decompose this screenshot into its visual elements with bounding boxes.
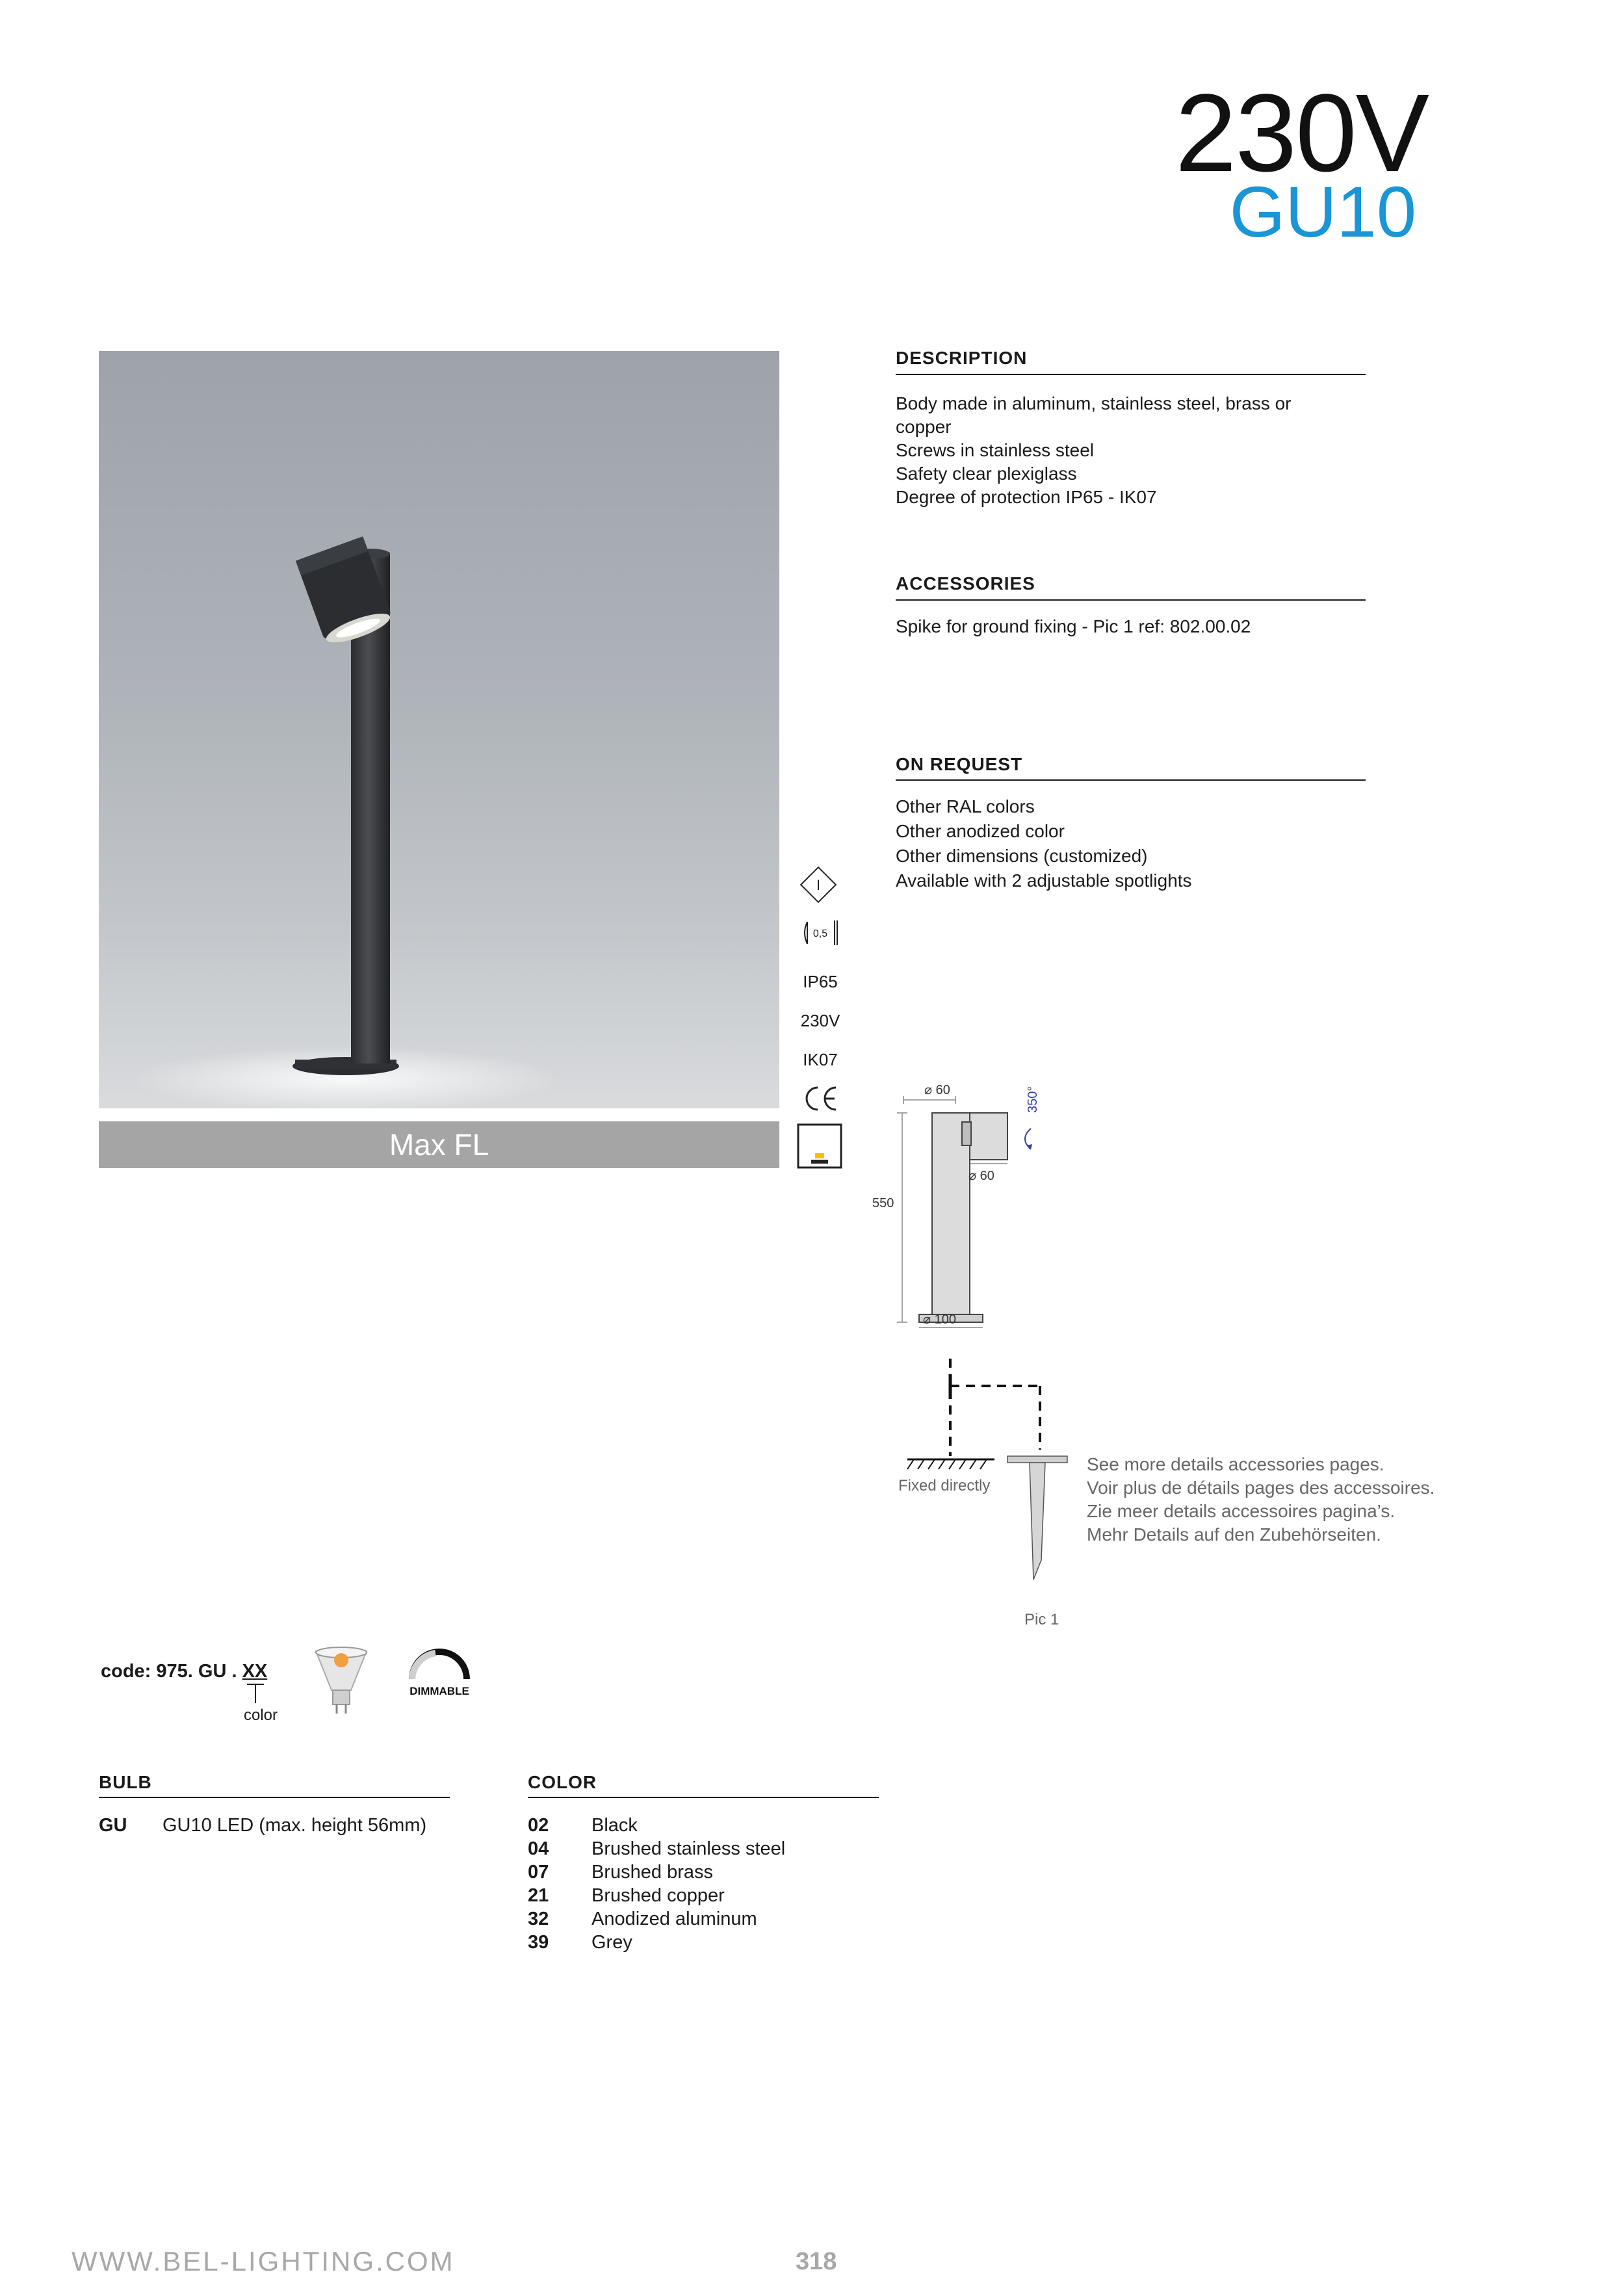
bollard-lamp-illustration [99, 351, 779, 1108]
head-diameter-label: ⌀ 60 [968, 1169, 994, 1183]
on-request-line: Other anodized color [896, 821, 1065, 841]
color-row [528, 1931, 785, 1954]
dimmable-label: DIMMABLE [409, 1685, 469, 1697]
voltage-heading: 230V [1175, 72, 1428, 195]
code-suffix: XX [242, 1661, 268, 1682]
color-label: Brushed stainless steel [591, 1838, 786, 1859]
color-code: 21 [528, 1885, 549, 1906]
color-title: COLOR [528, 1772, 597, 1792]
color-list [528, 1814, 785, 1954]
color-code: 32 [528, 1909, 549, 1929]
color-row [528, 1814, 785, 1837]
color-label: Anodized aluminum [591, 1909, 757, 1929]
on-request-line: Other RAL colors [896, 796, 1035, 816]
color-label: Brushed copper [591, 1885, 725, 1906]
code-pointer-line [255, 1684, 256, 1703]
color-code: 04 [528, 1838, 549, 1859]
description-body [896, 392, 1377, 509]
height-label: 550 [872, 1196, 894, 1210]
dimension-drawing [864, 1086, 1079, 1336]
top-diameter-label: ⌀ 60 [924, 1083, 950, 1097]
bulb-icon [312, 1645, 370, 1719]
class-1-icon [798, 865, 838, 908]
accessories-rule [896, 599, 1366, 601]
rotation-label: 350° [1026, 1086, 1040, 1113]
accessories-body [896, 615, 1251, 638]
product-code [101, 1661, 267, 1682]
bulb-row [99, 1814, 426, 1837]
ik-rating: IK07 [803, 1050, 838, 1069]
color-label: Brushed brass [591, 1862, 713, 1883]
base-diameter-label: ⌀ 100 [923, 1312, 956, 1327]
product-name: Max FL [389, 1128, 489, 1162]
accessory-note-line: Zie meer details accessoires pagina’s. [1087, 1501, 1396, 1521]
description-title: DESCRIPTION [896, 348, 1028, 368]
code-color-label: color [244, 1706, 278, 1724]
accessory-note-line: Voir plus de détails pages des accessoires. [1087, 1478, 1435, 1498]
color-code: 07 [528, 1862, 549, 1883]
on-request-line: Other dimensions (customized) [896, 846, 1148, 866]
on-request-line: Available with 2 adjustable spotlights [896, 870, 1192, 891]
color-row [528, 1837, 785, 1860]
accessories-line: Spike for ground fixing - Pic 1 ref: 802.00.02 [896, 616, 1251, 636]
color-row [528, 1907, 785, 1931]
bulb-title: BULB [99, 1772, 152, 1792]
description-line: Screws in stainless steel [896, 440, 1095, 460]
ce-mark-icon [801, 1082, 840, 1118]
accessory-note [1087, 1453, 1435, 1546]
description-line: Degree of protection IP65 - IK07 [896, 487, 1157, 507]
color-label: Black [591, 1815, 638, 1836]
on-request-title: ON REQUEST [896, 754, 1023, 774]
page-number: 318 [796, 2248, 837, 2275]
voltage-rating: 230V [800, 1011, 840, 1030]
on-request-body [896, 794, 1192, 893]
on-request-rule [896, 779, 1366, 781]
accessory-note-line: Mehr Details auf den Zubehörseiten. [1087, 1524, 1381, 1545]
product-name-bar [99, 1121, 779, 1168]
dimmable-icon [403, 1648, 474, 1703]
color-label: Grey [591, 1932, 632, 1953]
code-prefix: code: 975. GU . [101, 1661, 242, 1682]
code-pointer-cap [247, 1684, 264, 1685]
color-row [528, 1860, 785, 1884]
led-light-icon [797, 1123, 842, 1172]
distance-label: 0,5 [812, 928, 828, 939]
pic-label: Pic 1 [1024, 1611, 1059, 1628]
footer-website: WWW.BEL-LIGHTING.COM [71, 2246, 455, 2276]
description-line: copper [896, 417, 952, 437]
accessory-note-line: See more details accessories pages. [1087, 1454, 1384, 1474]
bulb-rule [99, 1797, 450, 1798]
color-rule [528, 1797, 879, 1798]
accessories-title: ACCESSORIES [896, 573, 1035, 594]
bulb-code: GU [99, 1815, 127, 1836]
fixed-directly-label: Fixed directly [898, 1477, 991, 1494]
description-rule [896, 374, 1366, 375]
description-line: Safety clear plexiglass [896, 463, 1077, 484]
product-photo [99, 351, 779, 1108]
color-code: 02 [528, 1815, 549, 1836]
class-symbol: I [816, 877, 821, 893]
ip-rating: IP65 [803, 972, 838, 991]
description-line: Body made in aluminum, stainless steel, brass or [896, 393, 1292, 413]
fixing-drawing [890, 1352, 1085, 1589]
color-row [528, 1884, 785, 1907]
distance-icon [801, 918, 841, 951]
socket-heading: GU10 [1229, 172, 1416, 252]
color-code: 39 [528, 1932, 549, 1953]
bulb-label: GU10 LED (max. height 56mm) [162, 1815, 427, 1836]
